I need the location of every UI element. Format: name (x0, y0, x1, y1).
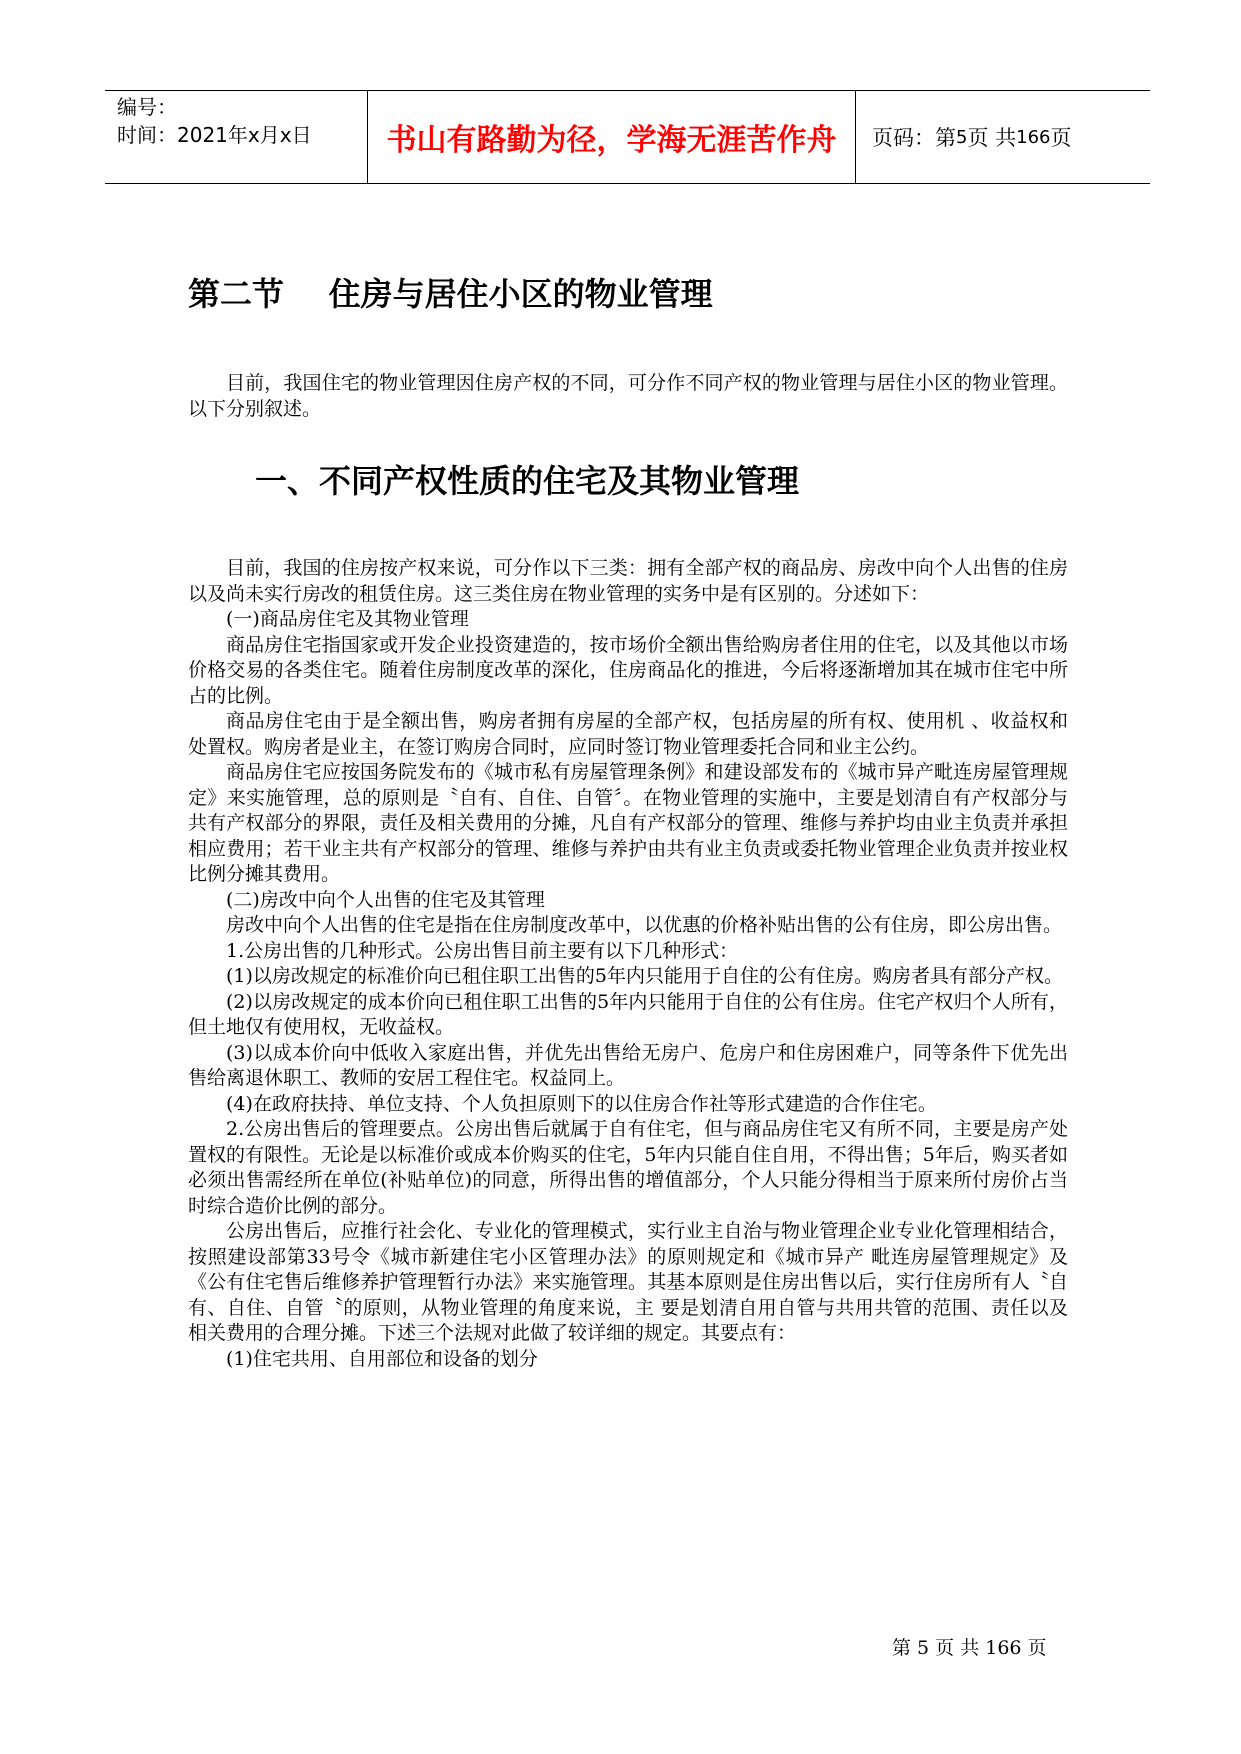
body-text (188, 556, 1068, 1372)
header-meta (105, 91, 368, 183)
paragraph: 商品房住宅应按国务院发布的《城市私有房屋管理条例》和建设部发布的《城市异产毗连房屋管理规定》来实施管理，总的原则是〝自有、自住、自管〞。在物业管理的实施中，主要是划清自有产权部分与共有产权部分的界限，责任及相关费用的分摊，凡自有产权部分的管理、维修与养护均由业主负责并承担相应费用；若干业主共有产权部分的管理、维修与养护由共有业主负责或委托物业管理企业负责并按业权比例分摊其费用。 (188, 761, 1068, 885)
paragraph: 房改中向个人出售的住宅是指在住房制度改革中，以优惠的价格补贴出售的公有住房，即公房出售。 (226, 914, 1063, 936)
intro-text: 目前，我国住宅的物业管理因住房产权的不同，可分作不同产权的物业管理与居住小区的物业管理。以下分别叙述。 (188, 372, 1068, 420)
page-suffix: 页 (1050, 126, 1072, 150)
paragraph: 1.公房出售的几种形式。公房出售目前主要有以下几种形式： (226, 939, 739, 962)
time-label: 时间：2021年x月x日 (117, 123, 312, 147)
page-prefix: 页码：第 (872, 126, 956, 150)
paragraph: (2)以房改规定的成本价向已租住职工出售的5年内只能用于自住的公有住房。住宅产权归个人所有，但土地仅有使用权，无收益权。 (188, 990, 1068, 1038)
paragraph: 2.公房出售后的管理要点。公房出售后就属于自有住宅，但与商品房住宅又有所不同，主要是房产处置权的有限性。无论是以标准价或成本价购买的住宅，5年内只能自住自用，不得出售；5年后，购买者如必须出售需经所在单位(补贴单位)的同意，所得出售的增值部分，个人只能分得相当于原来所付房价占当时综合造价比例的部分。 (188, 1118, 1068, 1217)
paragraph: 公房出售后，应推行社会化、专业化的管理模式，实行业主自治与物业管理企业专业化管理相结合，按照建设部第33号令《城市新建住宅小区管理办法》的原则规定和《城市异产 毗连房屋管理规定》及《公有住宅售后维修养护管理暂行办法》来实施管理。其基本原则是住房出售以后，实行住房所有人〝自有、自住、自管〝的原则，从物业管理的角度来说，主 要是划清自用自管与共用共管的范围、责任以及相关费用的合理分摊。下述三个法规对此做了较详细的规定。其要点有： (188, 1220, 1068, 1344)
paragraph: 商品房住宅由于是全额出售，购房者拥有房屋的全部产权，包括房屋的所有权、使用机 、收益权和处置权。购房者是业主，在签订购房合同时，应同时签订物业管理委托合同和业主公约。 (188, 710, 1068, 758)
intro-paragraph (188, 371, 1068, 422)
page-footer: 第 5 页 共 166 页 (892, 1637, 1047, 1659)
header-motto: 书山有路勤为径，学海无涯苦作舟 (368, 91, 856, 183)
subsection-title: 一、不同产权性质的住宅及其物业管理 (255, 462, 800, 500)
paragraph: (1)以房改规定的标准价向已租住职工出售的5年内只能用于自住的公有住房。购房者具有部分产权。 (226, 965, 1064, 987)
header-page-info (856, 91, 1150, 183)
paragraph: 商品房住宅指国家或开发企业投资建造的，按市场价全额出售给购房者住用的住宅，以及其他以市场价格交易的各类住宅。随着住房制度改革的深化，住房商品化的推进，今后将逐渐增加其在城市住宅中所占的比例。 (188, 633, 1068, 707)
page-header (105, 90, 1150, 184)
page-number: 5 (956, 126, 968, 148)
page-mid: 页 共 (967, 126, 1017, 150)
paragraph: (1)住宅共用、自用部位和设备的划分 (226, 1347, 538, 1370)
paragraph: (4)在政府扶持、单位支持、个人负担原则下的以住房合作社等形式建造的合作住宅。 (226, 1092, 937, 1115)
paragraph: (一)商品房住宅及其物业管理 (226, 608, 469, 630)
number-label: 编号： (117, 95, 177, 119)
page-total: 166 (1016, 126, 1051, 148)
paragraph: (3)以成本价向中低收入家庭出售，并优先出售给无房户、危房户和住房困难户，同等条件下优先出售给离退休职工、教师的安居工程住宅。权益同上。 (188, 1041, 1068, 1089)
paragraph: 目前，我国的住房按产权来说，可分作以下三类：拥有全部产权的商品房、房改中向个人出售的住房以及尚未实行房改的租赁住房。这三类住房在物业管理的实务中是有区别的。分述如下： (188, 557, 1068, 605)
section-title: 第二节 住房与居住小区的物业管理 (188, 275, 713, 313)
paragraph: (二)房改中向个人出售的住宅及其管理 (226, 888, 545, 911)
